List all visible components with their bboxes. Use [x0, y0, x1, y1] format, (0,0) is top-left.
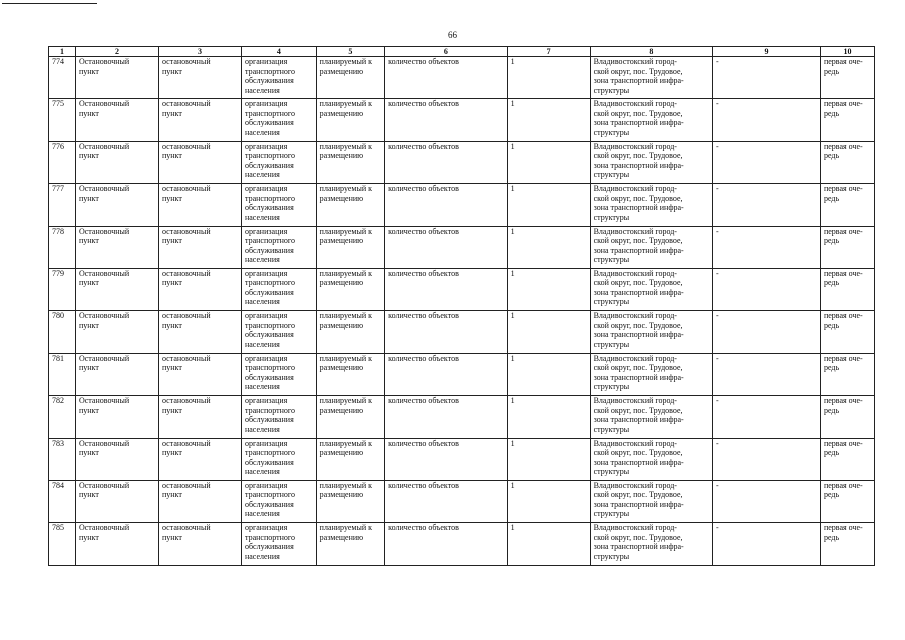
table-row — [49, 396, 875, 438]
zone: - — [713, 99, 821, 141]
row-number: 775 — [49, 99, 76, 141]
object-status: планируемый к размещению — [316, 523, 384, 565]
zone: - — [713, 141, 821, 183]
zone: - — [713, 480, 821, 522]
object-status: планируемый к размещению — [316, 141, 384, 183]
location: Владивостокский город- ской округ, пос. Трудовое, зона транспортной инфра- структуры — [590, 141, 712, 183]
table-row — [49, 57, 875, 99]
object-kind: остановочный пункт — [158, 480, 241, 522]
column-header: 2 — [75, 47, 158, 57]
object-purpose: организация транспортного обслуживания населения — [241, 184, 316, 226]
column-header: 9 — [713, 47, 821, 57]
column-number-row — [49, 47, 875, 57]
object-status: планируемый к размещению — [316, 226, 384, 268]
object-type: Остановочный пункт — [75, 268, 158, 310]
measure-unit: количество объектов — [385, 396, 507, 438]
stage: первая оче- редь — [820, 268, 874, 310]
object-status: планируемый к размещению — [316, 353, 384, 395]
table-row — [49, 141, 875, 183]
object-status: планируемый к размещению — [316, 396, 384, 438]
object-kind: остановочный пункт — [158, 438, 241, 480]
location: Владивостокский город- ской округ, пос. Трудовое, зона транспортной инфра- структуры — [590, 99, 712, 141]
object-kind: остановочный пункт — [158, 184, 241, 226]
quantity: 1 — [507, 311, 590, 353]
zone: - — [713, 396, 821, 438]
table-row — [49, 268, 875, 310]
table-row — [49, 99, 875, 141]
object-type: Остановочный пункт — [75, 353, 158, 395]
object-type: Остановочный пункт — [75, 99, 158, 141]
object-type: Остановочный пункт — [75, 141, 158, 183]
column-header: 3 — [158, 47, 241, 57]
object-type: Остановочный пункт — [75, 438, 158, 480]
location: Владивостокский город- ской округ, пос. Трудовое, зона транспортной инфра- структуры — [590, 57, 712, 99]
object-status: планируемый к размещению — [316, 184, 384, 226]
zone: - — [713, 226, 821, 268]
quantity: 1 — [507, 57, 590, 99]
stage: первая оче- редь — [820, 226, 874, 268]
stage: первая оче- редь — [820, 99, 874, 141]
column-header: 10 — [820, 47, 874, 57]
measure-unit: количество объектов — [385, 353, 507, 395]
object-type: Остановочный пункт — [75, 523, 158, 565]
measure-unit: количество объектов — [385, 311, 507, 353]
stage: первая оче- редь — [820, 438, 874, 480]
object-type: Остановочный пункт — [75, 57, 158, 99]
object-purpose: организация транспортного обслуживания населения — [241, 353, 316, 395]
stage: первая оче- редь — [820, 353, 874, 395]
objects-table — [48, 46, 875, 566]
object-purpose: организация транспортного обслуживания населения — [241, 311, 316, 353]
zone: - — [713, 57, 821, 99]
stage: первая оче- редь — [820, 311, 874, 353]
location: Владивостокский город- ской округ, пос. Трудовое, зона транспортной инфра- структуры — [590, 353, 712, 395]
object-purpose: организация транспортного обслуживания населения — [241, 438, 316, 480]
object-status: планируемый к размещению — [316, 57, 384, 99]
quantity: 1 — [507, 353, 590, 395]
measure-unit: количество объектов — [385, 99, 507, 141]
quantity: 1 — [507, 99, 590, 141]
column-header: 8 — [590, 47, 712, 57]
row-number: 785 — [49, 523, 76, 565]
quantity: 1 — [507, 184, 590, 226]
row-number: 774 — [49, 57, 76, 99]
location: Владивостокский город- ской округ, пос. Трудовое, зона транспортной инфра- структуры — [590, 396, 712, 438]
zone: - — [713, 184, 821, 226]
location: Владивостокский город- ской округ, пос. Трудовое, зона транспортной инфра- структуры — [590, 523, 712, 565]
zone: - — [713, 268, 821, 310]
row-number: 783 — [49, 438, 76, 480]
stage: первая оче- редь — [820, 523, 874, 565]
object-status: планируемый к размещению — [316, 438, 384, 480]
table-row — [49, 311, 875, 353]
row-number: 781 — [49, 353, 76, 395]
location: Владивостокский город- ской округ, пос. Трудовое, зона транспортной инфра- структуры — [590, 480, 712, 522]
column-header: 4 — [241, 47, 316, 57]
stage: первая оче- редь — [820, 141, 874, 183]
quantity: 1 — [507, 480, 590, 522]
location: Владивостокский город- ской округ, пос. Трудовое, зона транспортной инфра- структуры — [590, 268, 712, 310]
zone: - — [713, 353, 821, 395]
object-kind: остановочный пункт — [158, 268, 241, 310]
quantity: 1 — [507, 523, 590, 565]
quantity: 1 — [507, 226, 590, 268]
object-purpose: организация транспортного обслуживания населения — [241, 268, 316, 310]
object-type: Остановочный пункт — [75, 480, 158, 522]
row-number: 780 — [49, 311, 76, 353]
object-purpose: организация транспортного обслуживания населения — [241, 523, 316, 565]
measure-unit: количество объектов — [385, 184, 507, 226]
object-purpose: организация транспортного обслуживания населения — [241, 57, 316, 99]
object-kind: остановочный пункт — [158, 141, 241, 183]
measure-unit: количество объектов — [385, 480, 507, 522]
page-number: 66 — [448, 30, 457, 40]
object-type: Остановочный пункт — [75, 226, 158, 268]
row-number: 782 — [49, 396, 76, 438]
header-rule — [2, 3, 97, 4]
object-type: Остановочный пункт — [75, 396, 158, 438]
location: Владивостокский город- ской округ, пос. Трудовое, зона транспортной инфра- структуры — [590, 184, 712, 226]
table-row — [49, 184, 875, 226]
object-status: планируемый к размещению — [316, 311, 384, 353]
zone: - — [713, 311, 821, 353]
row-number: 778 — [49, 226, 76, 268]
object-kind: остановочный пункт — [158, 396, 241, 438]
column-header: 5 — [316, 47, 384, 57]
quantity: 1 — [507, 268, 590, 310]
row-number: 776 — [49, 141, 76, 183]
object-purpose: организация транспортного обслуживания населения — [241, 141, 316, 183]
column-header: 7 — [507, 47, 590, 57]
stage: первая оче- редь — [820, 57, 874, 99]
table-row — [49, 353, 875, 395]
column-header: 6 — [385, 47, 507, 57]
object-status: планируемый к размещению — [316, 99, 384, 141]
row-number: 777 — [49, 184, 76, 226]
object-kind: остановочный пункт — [158, 523, 241, 565]
measure-unit: количество объектов — [385, 523, 507, 565]
quantity: 1 — [507, 396, 590, 438]
object-kind: остановочный пункт — [158, 57, 241, 99]
object-status: планируемый к размещению — [316, 268, 384, 310]
location: Владивостокский город- ской округ, пос. Трудовое, зона транспортной инфра- структуры — [590, 226, 712, 268]
measure-unit: количество объектов — [385, 268, 507, 310]
table-row — [49, 480, 875, 522]
object-purpose: организация транспортного обслуживания населения — [241, 226, 316, 268]
row-number: 779 — [49, 268, 76, 310]
table-row — [49, 226, 875, 268]
row-number: 784 — [49, 480, 76, 522]
stage: первая оче- редь — [820, 396, 874, 438]
quantity: 1 — [507, 141, 590, 183]
stage: первая оче- редь — [820, 184, 874, 226]
zone: - — [713, 438, 821, 480]
table-row — [49, 523, 875, 565]
object-kind: остановочный пункт — [158, 353, 241, 395]
zone: - — [713, 523, 821, 565]
object-purpose: организация транспортного обслуживания населения — [241, 99, 316, 141]
table-row — [49, 438, 875, 480]
measure-unit: количество объектов — [385, 226, 507, 268]
column-header: 1 — [49, 47, 76, 57]
object-kind: остановочный пункт — [158, 226, 241, 268]
object-type: Остановочный пункт — [75, 184, 158, 226]
measure-unit: количество объектов — [385, 141, 507, 183]
object-purpose: организация транспортного обслуживания населения — [241, 480, 316, 522]
location: Владивостокский город- ской округ, пос. Трудовое, зона транспортной инфра- структуры — [590, 438, 712, 480]
stage: первая оче- редь — [820, 480, 874, 522]
object-purpose: организация транспортного обслуживания населения — [241, 396, 316, 438]
object-kind: остановочный пункт — [158, 99, 241, 141]
object-status: планируемый к размещению — [316, 480, 384, 522]
measure-unit: количество объектов — [385, 438, 507, 480]
measure-unit: количество объектов — [385, 57, 507, 99]
object-type: Остановочный пункт — [75, 311, 158, 353]
quantity: 1 — [507, 438, 590, 480]
object-kind: остановочный пункт — [158, 311, 241, 353]
location: Владивостокский город- ской округ, пос. Трудовое, зона транспортной инфра- структуры — [590, 311, 712, 353]
